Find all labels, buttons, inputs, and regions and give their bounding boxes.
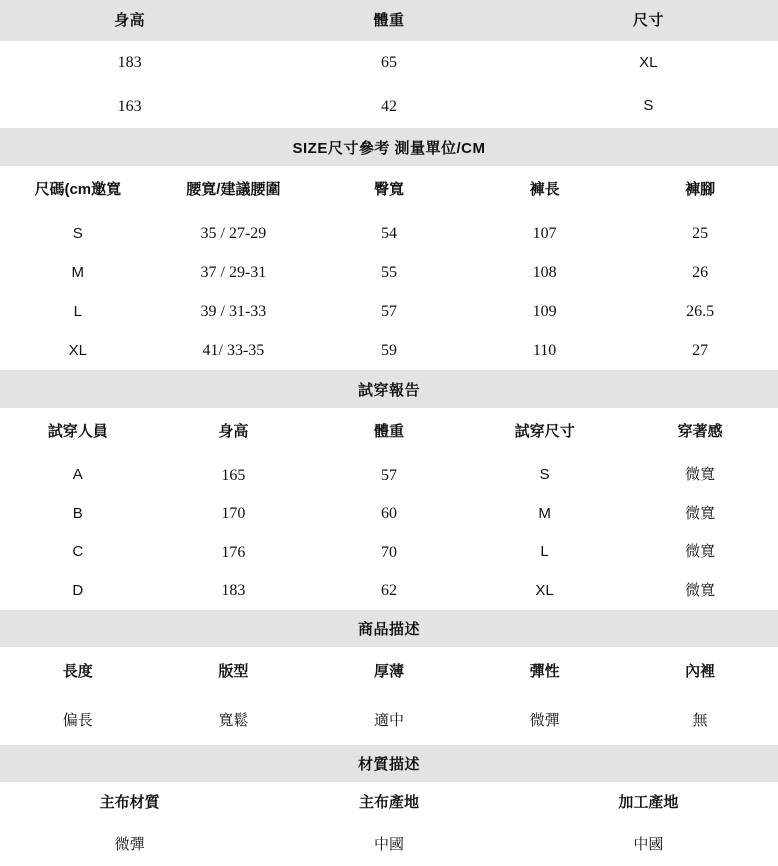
- column-header: 身高: [114, 11, 146, 29]
- column-header: 試穿人員: [47, 423, 108, 440]
- table-cell: 108: [532, 263, 557, 281]
- table-row: [0, 253, 778, 292]
- table-cell: 25: [692, 224, 709, 242]
- table-row: [0, 292, 778, 331]
- table-cell: D: [72, 581, 84, 599]
- table-row: [0, 41, 778, 85]
- table-cell: 170: [221, 505, 246, 523]
- table-cell: XL: [68, 341, 87, 359]
- table-cell: 中國: [633, 836, 664, 853]
- table-cell: 26: [692, 263, 709, 281]
- table-cell: 微寬: [685, 504, 716, 522]
- table-cell: 57: [380, 302, 397, 320]
- column-header: 身高: [218, 423, 249, 440]
- column-header: 褲長: [529, 181, 560, 198]
- column-header: 主布材質: [99, 794, 160, 811]
- table-cell: 適中: [373, 711, 404, 729]
- table-cell: 65: [380, 54, 397, 72]
- table-cell: C: [72, 543, 84, 561]
- table-cell: S: [643, 97, 654, 115]
- table-cell: 微寬: [685, 543, 716, 561]
- table-cell: 59: [380, 341, 397, 359]
- table-row: [0, 824, 778, 866]
- table-cell: 183: [221, 582, 246, 600]
- table-row: [0, 495, 778, 534]
- table-cell: M: [538, 504, 551, 522]
- fit-table-header: [0, 408, 778, 456]
- column-header: 褲腳: [685, 181, 716, 198]
- table-cell: S: [539, 466, 550, 484]
- section-title: SIZE尺寸參考 測量單位/CM: [292, 139, 486, 157]
- table-cell: 62: [380, 582, 397, 600]
- column-header: 長度: [62, 662, 93, 680]
- table-cell: 寬鬆: [218, 711, 249, 729]
- table-cell: B: [72, 504, 83, 522]
- size-table-header: [0, 166, 778, 214]
- table-cell: 37 / 29-31: [200, 263, 267, 281]
- column-header: 臀寬: [373, 181, 404, 198]
- column-header: 穿著感: [677, 423, 723, 440]
- table-cell: 微彈: [529, 711, 560, 729]
- table-cell: 165: [221, 466, 246, 484]
- section-header-fit-report: [0, 370, 778, 408]
- table-cell: L: [540, 543, 549, 561]
- table-cell: M: [71, 263, 85, 281]
- column-header: 主布產地: [358, 794, 419, 811]
- column-header: 體重: [373, 11, 405, 29]
- table-cell: 176: [221, 543, 246, 561]
- column-header: 體重: [373, 423, 404, 440]
- profile-table-header: [0, 0, 778, 41]
- column-header: 厚薄: [373, 662, 404, 680]
- table-cell: XL: [639, 53, 658, 71]
- table-cell: 70: [380, 543, 397, 561]
- section-header-material-desc: [0, 745, 778, 782]
- table-cell: 163: [117, 97, 142, 115]
- table-row: [0, 456, 778, 495]
- section-title: 商品描述: [357, 621, 420, 638]
- column-header: 內裡: [685, 662, 716, 680]
- table-cell: 微寬: [685, 581, 716, 599]
- section-header-product-desc: [0, 610, 778, 647]
- section-title: 材質描述: [357, 756, 420, 773]
- column-header: 試穿尺寸: [514, 423, 575, 440]
- table-cell: 微寬: [685, 466, 716, 484]
- table-cell: 107: [532, 224, 557, 242]
- column-header: 加工產地: [618, 794, 679, 811]
- table-row: [0, 572, 778, 611]
- table-cell: 109: [532, 302, 557, 320]
- table-cell: S: [72, 224, 83, 242]
- column-header: 腰寬/建議腰圍: [186, 181, 281, 198]
- table-cell: 無: [692, 711, 708, 729]
- column-header: 尺寸: [632, 11, 664, 29]
- table-cell: XL: [535, 581, 554, 599]
- table-row: [0, 214, 778, 253]
- table-cell: 55: [380, 263, 397, 281]
- table-cell: 偏長: [62, 711, 93, 729]
- section-title: 試穿報告: [357, 381, 420, 399]
- table-cell: 中國: [373, 836, 404, 853]
- table-cell: 42: [380, 97, 397, 115]
- table-cell: 41/ 33-35: [202, 341, 265, 359]
- table-cell: 27: [692, 341, 709, 359]
- table-cell: 57: [380, 466, 397, 484]
- table-cell: A: [72, 466, 83, 484]
- table-cell: 26.5: [686, 302, 715, 320]
- table-cell: 60: [380, 505, 397, 523]
- table-cell: 110: [532, 341, 557, 359]
- column-header: 彈性: [529, 662, 560, 680]
- material-table-header: [0, 782, 778, 824]
- table-cell: 35 / 27-29: [200, 224, 267, 242]
- column-header: 尺碼(cm邀寬: [34, 181, 122, 198]
- table-row: [0, 85, 778, 129]
- table-cell: 微彈: [114, 836, 145, 853]
- column-header: 版型: [218, 662, 249, 680]
- table-row: [0, 533, 778, 572]
- section-header-size-reference: [0, 128, 778, 166]
- table-row: [0, 696, 778, 745]
- product-table-header: [0, 647, 778, 696]
- table-row: [0, 331, 778, 370]
- table-cell: 183: [117, 54, 142, 72]
- table-cell: 54: [380, 224, 397, 242]
- table-cell: 39 / 31-33: [200, 302, 267, 320]
- table-cell: L: [73, 302, 82, 320]
